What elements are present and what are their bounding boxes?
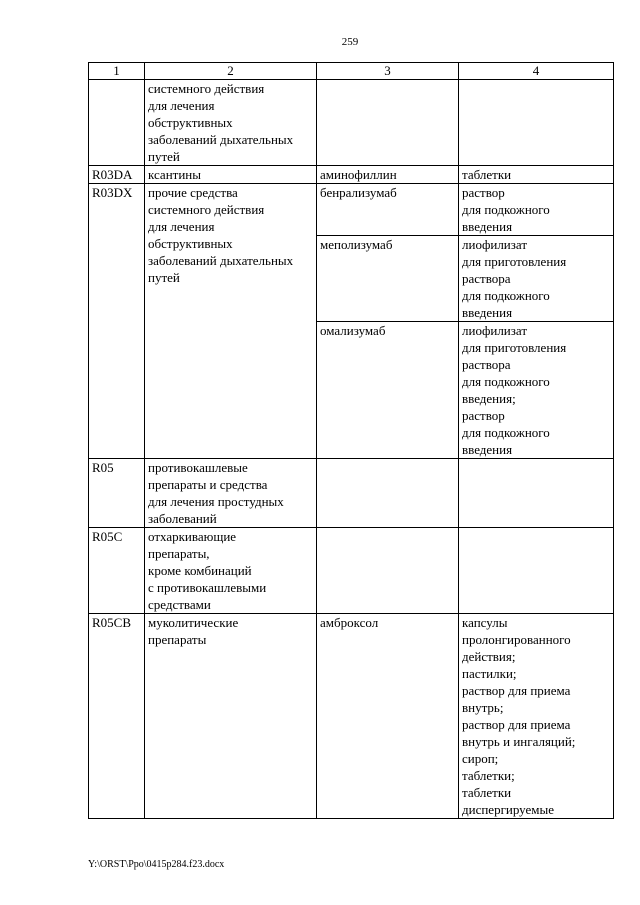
dosage-form	[459, 80, 614, 166]
column-header-4: 4	[459, 63, 614, 80]
group-name-text: прочие средства системного действия для лечения обструктивных заболеваний дыхательных путей	[148, 185, 294, 285]
table-row	[89, 166, 614, 184]
table-row	[89, 528, 614, 614]
group-name	[145, 184, 317, 459]
table-row	[89, 459, 614, 528]
group-name-text: муколитические препараты	[148, 615, 239, 647]
atc-code: R05C	[89, 528, 145, 614]
table-body	[89, 80, 614, 819]
drug-inn	[317, 528, 459, 614]
dosage-form-text: капсулы пролонгированного действия; пастилки; раствор для приема внутрь; раствор для приема внутрь и ингаляций; сироп; таблетки; таблетки диспергируемые	[462, 615, 576, 817]
group-name	[145, 166, 317, 184]
group-name-text: отхаркивающие препараты, кроме комбинаций с противокашлевыми средствами	[148, 529, 267, 612]
dosage-form-text: лиофилизат для приготовления раствора для подкожного введения; раствор для подкожного введения	[462, 323, 567, 457]
column-header-2: 2	[145, 63, 317, 80]
atc-code	[89, 80, 145, 166]
document-path-footer: Y:\ORST\Ppo\0415p284.f23.docx	[88, 859, 225, 870]
drug-inn	[317, 80, 459, 166]
column-header-1: 1	[89, 63, 145, 80]
table-row	[89, 80, 614, 166]
drug-inn: амброксол	[317, 614, 459, 819]
group-name-text: системного действия для лечения обструктивных заболеваний дыхательных путей	[148, 81, 294, 164]
atc-code: R05	[89, 459, 145, 528]
dosage-form	[459, 528, 614, 614]
table-header	[89, 63, 614, 80]
table-row	[89, 184, 614, 236]
drug-inn: бенрализумаб	[317, 184, 459, 236]
dosage-form	[459, 184, 614, 236]
group-name	[145, 614, 317, 819]
dosage-form	[459, 322, 614, 459]
dosage-form	[459, 236, 614, 322]
column-header-3: 3	[317, 63, 459, 80]
drug-inn: омализумаб	[317, 322, 459, 459]
drug-table	[88, 62, 614, 819]
drug-inn: меполизумаб	[317, 236, 459, 322]
page-number: 259	[341, 36, 359, 48]
dosage-form	[459, 459, 614, 528]
table-row	[89, 614, 614, 819]
dosage-form-text: лиофилизат для приготовления раствора для подкожного введения	[462, 237, 567, 320]
drug-inn	[317, 459, 459, 528]
dosage-form	[459, 166, 614, 184]
dosage-form-text: раствор для подкожного введения	[462, 185, 550, 234]
group-name-text: противокашлевые препараты и средства для лечения простудных заболеваний	[148, 460, 284, 526]
atc-code: R05CB	[89, 614, 145, 819]
header-row	[89, 63, 614, 80]
atc-code: R03DX	[89, 184, 145, 459]
group-name-text: ксантины	[148, 167, 201, 182]
atc-code: R03DA	[89, 166, 145, 184]
dosage-form	[459, 614, 614, 819]
dosage-form-text: таблетки	[462, 167, 512, 182]
group-name	[145, 459, 317, 528]
drug-inn: аминофиллин	[317, 166, 459, 184]
group-name	[145, 528, 317, 614]
group-name	[145, 80, 317, 166]
